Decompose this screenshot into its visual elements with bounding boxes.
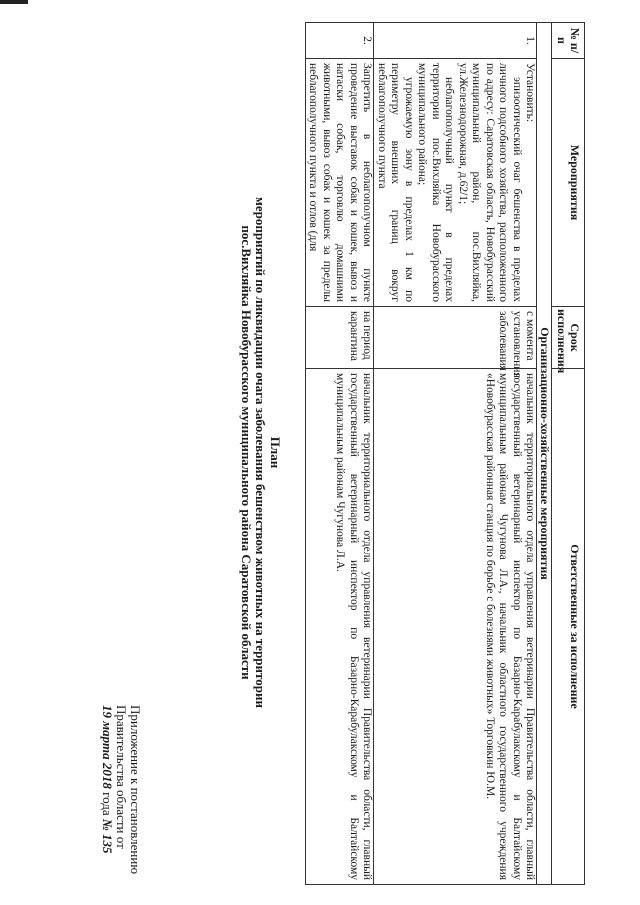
appendix-number: № 135 (100, 818, 115, 854)
row-measures (374, 59, 537, 307)
title-line-1: мероприятий по ликвидации очага заболевания бешенством животных на территории (253, 197, 268, 708)
header-deadline: Срок исполнения (552, 307, 585, 369)
header-responsible: Ответственные за исполнение (552, 369, 585, 885)
appendix-date: 19 марта 2018 (100, 705, 115, 789)
appendix-date-line (100, 705, 114, 875)
appendix-block (100, 705, 142, 875)
row-responsible: начальник территориального отдела управления ветеринарии Правительства области, главный государственный ветеринарный инспектор по Базарно-Карабулакскому и Балтайскому муниципальным районам Чугунова Л.А., начальник областного государственного учреждения «Новобурасская районная станция по борьбе с болезнями животных» Торговкин Ю.М. (374, 369, 537, 885)
appendix-line-1: Приложение к постановлению (128, 705, 143, 875)
section-title: Организационно-хозяйственные мероприятия (537, 23, 552, 885)
header-num: № п/п (552, 23, 585, 59)
title-line-2: пос.Вихляйка Новобурасского муниципального района Саратовской области (239, 225, 254, 680)
document-title (239, 0, 282, 905)
row-measures: Запретить в неблагополучном пункте проведение выставок собак и кошек, вывоз и натаски собак, торговлю домашними животными, вывоз собак и кошек за пределы неблагополучного пункта и отлов (для (306, 59, 375, 307)
row-num: 2. (306, 23, 375, 59)
row-deadline: с момента установления заболевания (374, 307, 537, 369)
section-row (537, 23, 552, 885)
measures-intro: Установить: (524, 63, 537, 123)
measures-table (305, 22, 585, 885)
row-num: 1. (374, 23, 537, 59)
row-responsible: начальник территориального отдела управления ветеринарии Правительства области, главный государственный ветеринарный инспектор по Базарно-Карабулакскому и Балтайскому муниципальным районам Чугунова Л.А. (306, 369, 375, 885)
measures-paragraph: угрожаемую зону в пределах 1 км по периметру внешних границ вокруг неблагополучного пункта (376, 63, 415, 302)
table-row (306, 23, 375, 885)
measures-paragraph: неблагополучный пункт в пределах территории пос.Вихляйка Новобурасского муниципального района; (416, 63, 456, 302)
table-row (374, 23, 537, 885)
table-header-row (552, 23, 585, 885)
measures-paragraph: эпизоотический очаг бешенства в пределах личного подсобного хозяйства, расположенного по адресу: Саратовская область, Новобурасский муниципальный район, пос.Вихляйка, ул.Железнодорожная, д.62/1; (457, 63, 523, 302)
title-heading: План (268, 436, 283, 469)
header-measures: Мероприятия (552, 59, 585, 307)
appendix-year-suffix: года (100, 792, 115, 816)
appendix-line-2: Правительства области от (114, 705, 129, 849)
row-deadline: на период карантина (306, 307, 375, 369)
